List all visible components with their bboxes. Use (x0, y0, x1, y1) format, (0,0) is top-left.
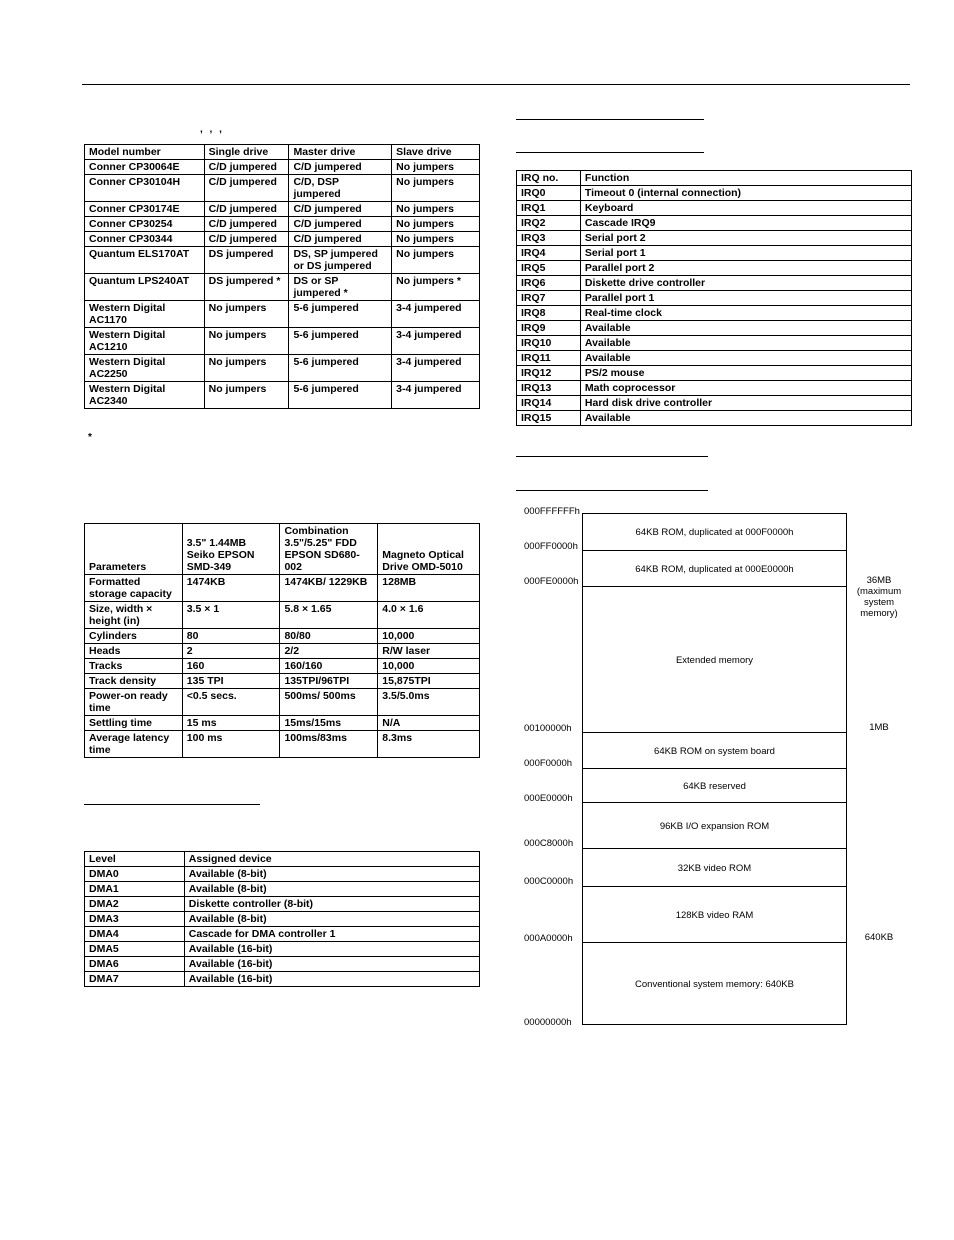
table-cell: Available (580, 351, 911, 366)
table-row (517, 396, 912, 411)
memory-address: 000FFFFFFh (524, 506, 580, 517)
table-cell: No jumpers (204, 355, 289, 382)
table-cell: C/D jumpered (204, 232, 289, 247)
table-cell: 15,875TPI (378, 674, 480, 689)
table-cell: IRQ9 (517, 321, 581, 336)
table-row (85, 328, 480, 355)
memory-segment: 64KB reserved (583, 768, 846, 803)
table-cell: Conner CP30344 (85, 232, 205, 247)
table-cell: IRQ5 (517, 261, 581, 276)
table-row (517, 351, 912, 366)
table-cell: C/D jumpered (204, 202, 289, 217)
table-cell: 160 (182, 659, 280, 674)
table-cell: 135 TPI (182, 674, 280, 689)
table-cell: 1474KB/ 1229KB (280, 575, 378, 602)
table-cell: N/A (378, 716, 480, 731)
column-header: Assigned device (184, 852, 479, 867)
table-row (85, 867, 480, 882)
table-cell: 3-4 jumpered (392, 328, 480, 355)
memory-size-label: 36MB (maximum system memory) (856, 575, 902, 619)
table-cell: Real-time clock (580, 306, 911, 321)
table-cell: 3-4 jumpered (392, 301, 480, 328)
memory-segment: 64KB ROM, duplicated at 000E0000h (583, 550, 846, 587)
table-row (517, 366, 912, 381)
column-header: Function (580, 171, 911, 186)
table-row (85, 927, 480, 942)
table-cell: 15ms/15ms (280, 716, 378, 731)
table-cell: DMA0 (85, 867, 185, 882)
table-cell: DS jumpered * (204, 274, 289, 301)
table-row (85, 882, 480, 897)
table-cell: IRQ8 (517, 306, 581, 321)
table-cell: 10,000 (378, 629, 480, 644)
table-row (85, 247, 480, 274)
table-cell: No jumpers (204, 301, 289, 328)
table-cell: Available (16-bit) (184, 972, 479, 987)
table-cell: <0.5 secs. (182, 689, 280, 716)
table-cell: 80/80 (280, 629, 378, 644)
table-cell: IRQ7 (517, 291, 581, 306)
table-cell: Average latency time (85, 731, 183, 758)
column-header: IRQ no. (517, 171, 581, 186)
table-cell: C/D jumpered (289, 160, 392, 175)
table-cell: Parallel port 2 (580, 261, 911, 276)
table-cell: IRQ6 (517, 276, 581, 291)
memory-segment: 64KB ROM on system board (583, 732, 846, 769)
memory-segment: 32KB video ROM (583, 848, 846, 887)
table-row (85, 716, 480, 731)
table-row (85, 644, 480, 659)
table-cell: No jumpers (392, 202, 480, 217)
table-cell: C/D jumpered (289, 202, 392, 217)
table-cell: Available (8-bit) (184, 867, 479, 882)
table-row (85, 217, 480, 232)
table-cell: IRQ2 (517, 216, 581, 231)
table-row (517, 246, 912, 261)
memory-map (582, 513, 847, 1025)
table-row (85, 160, 480, 175)
table-cell: 160/160 (280, 659, 378, 674)
table-cell: Western Digital AC1170 (85, 301, 205, 328)
table-cell: Conner CP30174E (85, 202, 205, 217)
table-cell: IRQ15 (517, 411, 581, 426)
section-rule (516, 152, 704, 153)
table-cell: Available (8-bit) (184, 882, 479, 897)
memory-address: 000E0000h (524, 793, 573, 804)
memory-address: 000F0000h (524, 758, 573, 769)
table-cell: DS or SP jumpered * (289, 274, 392, 301)
table-row (517, 216, 912, 231)
column-header: Level (85, 852, 185, 867)
table-cell: C/D jumpered (204, 160, 289, 175)
column-header: 3.5" 1.44MB Seiko EPSON SMD-349 (182, 524, 280, 575)
table-cell: Timeout 0 (internal connection) (580, 186, 911, 201)
table-row (85, 674, 480, 689)
table-header-row (517, 171, 912, 186)
table-cell: 2 (182, 644, 280, 659)
table-cell: DMA2 (85, 897, 185, 912)
table-cell: 5-6 jumpered (289, 355, 392, 382)
table-cell: No jumpers (204, 382, 289, 409)
table-row (85, 232, 480, 247)
table-row (85, 575, 480, 602)
table-cell: 8.3ms (378, 731, 480, 758)
table-cell: DS, SP jumpered or DS jumpered (289, 247, 392, 274)
memory-segment: Extended memory (583, 586, 846, 733)
table-header-row (85, 145, 480, 160)
memory-size-label: 1MB (869, 722, 889, 733)
table-cell: IRQ13 (517, 381, 581, 396)
table-cell: R/W laser (378, 644, 480, 659)
table-cell: 4.0 × 1.6 (378, 602, 480, 629)
table-cell: 128MB (378, 575, 480, 602)
table-cell: C/D jumpered (204, 175, 289, 202)
table-cell: Diskette drive controller (580, 276, 911, 291)
table-cell: No jumpers (392, 217, 480, 232)
table-cell: DMA1 (85, 882, 185, 897)
table-cell: 5-6 jumpered (289, 301, 392, 328)
table-cell: Heads (85, 644, 183, 659)
table-row (517, 276, 912, 291)
table-row (85, 659, 480, 674)
column-header: Slave drive (392, 145, 480, 160)
table-cell: No jumpers (204, 328, 289, 355)
drive-parameters-table (84, 523, 480, 758)
table-row (517, 291, 912, 306)
table-cell: Serial port 2 (580, 231, 911, 246)
table-cell: 1474KB (182, 575, 280, 602)
table-cell: 15 ms (182, 716, 280, 731)
table-cell: Power-on ready time (85, 689, 183, 716)
table-cell: IRQ11 (517, 351, 581, 366)
table-row (85, 912, 480, 927)
table-cell: PS/2 mouse (580, 366, 911, 381)
memory-address: 000A0000h (524, 933, 573, 944)
table-cell: Serial port 1 (580, 246, 911, 261)
table-cell: Settling time (85, 716, 183, 731)
table-cell: C/D jumpered (289, 217, 392, 232)
table-row (85, 274, 480, 301)
table-cell: Available (580, 321, 911, 336)
table-row (517, 381, 912, 396)
memory-address: 00100000h (524, 723, 572, 734)
table-cell: Cascade for DMA controller 1 (184, 927, 479, 942)
memory-size-label: 640KB (864, 932, 894, 943)
irq-table (516, 170, 912, 426)
table-cell: Hard disk drive controller (580, 396, 911, 411)
table-cell: 3.5 × 1 (182, 602, 280, 629)
table-cell: Tracks (85, 659, 183, 674)
table-cell: No jumpers (392, 175, 480, 202)
memory-address: 00000000h (524, 1017, 572, 1028)
table-cell: 5.8 × 1.65 (280, 602, 378, 629)
table-row (517, 336, 912, 351)
table-cell: 2/2 (280, 644, 378, 659)
table-row (517, 321, 912, 336)
column-header: Parameters (85, 524, 183, 575)
table-row (517, 186, 912, 201)
memory-address: 000FF0000h (524, 541, 578, 552)
table-cell: IRQ14 (517, 396, 581, 411)
memory-segment: 96KB I/O expansion ROM (583, 802, 846, 849)
column-header: Combination 3.5"/5.25" FDD EPSON SD680-002 (280, 524, 378, 575)
table-cell: DMA4 (85, 927, 185, 942)
table-cell: 3-4 jumpered (392, 382, 480, 409)
table-row (517, 201, 912, 216)
section-rule (516, 490, 708, 491)
table-cell: C/D jumpered (204, 217, 289, 232)
section-rule (84, 804, 260, 805)
table-cell: 10,000 (378, 659, 480, 674)
table-cell: Available (16-bit) (184, 957, 479, 972)
table-cell: DMA5 (85, 942, 185, 957)
table-cell: DS jumpered (204, 247, 289, 274)
table-row (85, 629, 480, 644)
table-cell: Math coprocessor (580, 381, 911, 396)
table-row (85, 382, 480, 409)
table-cell: DMA3 (85, 912, 185, 927)
drive-jumper-table (84, 144, 480, 409)
table-cell: Western Digital AC2250 (85, 355, 205, 382)
table-row (85, 175, 480, 202)
table-cell: IRQ0 (517, 186, 581, 201)
table-cell: Quantum LPS240AT (85, 274, 205, 301)
table-header-row (85, 852, 480, 867)
table-cell: 100 ms (182, 731, 280, 758)
table-cell: Available (580, 336, 911, 351)
table-cell: Cylinders (85, 629, 183, 644)
table-cell: 3.5/5.0ms (378, 689, 480, 716)
section-rule (516, 456, 708, 457)
table-cell: 135TPI/96TPI (280, 674, 378, 689)
table-cell: Conner CP30104H (85, 175, 205, 202)
table-row (85, 731, 480, 758)
table-cell: Keyboard (580, 201, 911, 216)
table-cell: No jumpers (392, 160, 480, 175)
memory-address: 000FE0000h (524, 576, 579, 587)
table-cell: Cascade IRQ9 (580, 216, 911, 231)
table-cell: Available (8-bit) (184, 912, 479, 927)
memory-address: 000C0000h (524, 876, 574, 887)
table-row (85, 602, 480, 629)
table-cell: Available (580, 411, 911, 426)
table-row (517, 306, 912, 321)
table-cell: IRQ4 (517, 246, 581, 261)
column-header: Model number (85, 145, 205, 160)
table-cell: No jumpers (392, 232, 480, 247)
table-cell: IRQ10 (517, 336, 581, 351)
table-cell: No jumpers (392, 247, 480, 274)
table-header-row (85, 524, 480, 575)
table-cell: C/D, DSP jumpered (289, 175, 392, 202)
table-row (85, 202, 480, 217)
column-header: Master drive (289, 145, 392, 160)
table-cell: 5-6 jumpered (289, 328, 392, 355)
memory-segment: 64KB ROM, duplicated at 000F0000h (635, 526, 794, 538)
table-row (517, 261, 912, 276)
table-cell: 5-6 jumpered (289, 382, 392, 409)
table-row (85, 689, 480, 716)
table-caption-fragment: , , , (200, 124, 224, 135)
table-cell: Conner CP30254 (85, 217, 205, 232)
column-header: Magneto Optical Drive OMD-5010 (378, 524, 480, 575)
table-cell: Available (16-bit) (184, 942, 479, 957)
column-header: Single drive (204, 145, 289, 160)
table-cell: No jumpers * (392, 274, 480, 301)
table-cell: IRQ1 (517, 201, 581, 216)
table-cell: Western Digital AC2340 (85, 382, 205, 409)
table-cell: 500ms/ 500ms (280, 689, 378, 716)
memory-segment: Conventional system memory: 640KB (583, 942, 846, 1025)
section-rule (516, 119, 704, 120)
table-row (85, 301, 480, 328)
table-cell: 100ms/83ms (280, 731, 378, 758)
table-cell: Quantum ELS170AT (85, 247, 205, 274)
table-cell: Formatted storage capacity (85, 575, 183, 602)
table-cell: DMA7 (85, 972, 185, 987)
dma-table (84, 851, 480, 987)
table-cell: IRQ12 (517, 366, 581, 381)
table-cell: Conner CP30064E (85, 160, 205, 175)
memory-address: 000C8000h (524, 838, 574, 849)
page-header-rule (82, 84, 910, 85)
table-cell: 80 (182, 629, 280, 644)
table-cell: Parallel port 1 (580, 291, 911, 306)
table-cell: IRQ3 (517, 231, 581, 246)
table-row (85, 972, 480, 987)
table-cell: Western Digital AC1210 (85, 328, 205, 355)
memory-segment: 128KB video RAM (583, 886, 846, 943)
table-cell: DMA6 (85, 957, 185, 972)
table-row (85, 942, 480, 957)
footnote-mark: * (88, 432, 92, 443)
table-row (517, 411, 912, 426)
table-cell: C/D jumpered (289, 232, 392, 247)
table-row (85, 355, 480, 382)
table-row (85, 897, 480, 912)
table-cell: Size, width × height (in) (85, 602, 183, 629)
table-row (517, 231, 912, 246)
table-row (85, 957, 480, 972)
table-cell: Diskette controller (8-bit) (184, 897, 479, 912)
table-cell: 3-4 jumpered (392, 355, 480, 382)
table-cell: Track density (85, 674, 183, 689)
